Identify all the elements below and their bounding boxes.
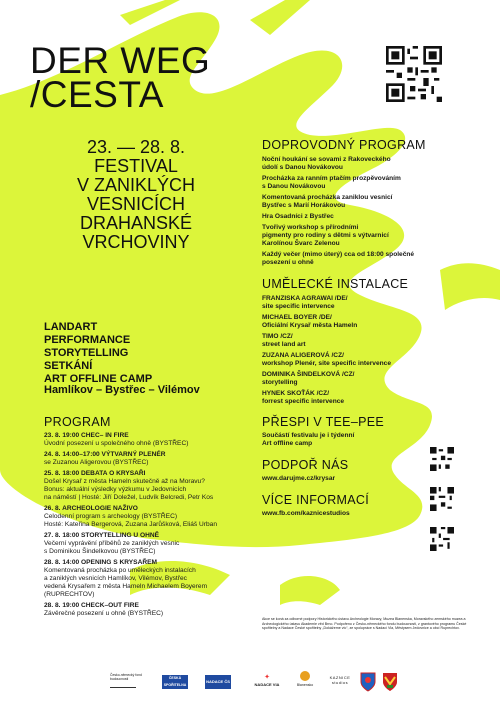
doprovodny-line: Bystřec s Marií Horákovou: [262, 202, 346, 209]
artist-desc: forrest specific intervence: [262, 398, 345, 405]
arts-item: ART OFFLINE CAMP: [44, 373, 153, 385]
instalace-item: [262, 352, 462, 368]
sponsor-logos: [110, 669, 410, 697]
prespi-line: Součástí festivalu je i týdenní: [262, 432, 355, 439]
arts-item: LANDART: [44, 321, 98, 333]
title-line-2: /CESTA: [30, 74, 164, 115]
festival-line: VRCHOVINY: [82, 232, 190, 252]
fund-logo-text: Česko-německý fond budoucnosti: [110, 673, 142, 681]
kaznice-label: KAZNICE studios: [329, 675, 351, 685]
artist-name: HYNEK SKOŤÁK /CZ/: [262, 390, 330, 397]
doprovodny-line: Tvořivý workshop s přírodními: [262, 224, 359, 231]
doprovodny-heading: DOPROVODNÝ PROGRAM: [262, 138, 426, 152]
artist-name: TIMO /CZ/: [262, 333, 293, 340]
artist-desc: Oficiální Krysař města Hameln: [262, 322, 358, 329]
nadace-via-label: NADACE VIA: [254, 682, 280, 687]
doprovodny-line: pigmenty pro rodiny s dětmi s výtvarnicí: [262, 232, 389, 239]
program-item: [44, 532, 259, 556]
coat-of-arms-1-icon: [360, 672, 376, 692]
program-section: [44, 415, 259, 621]
program-heading: PROGRAM: [44, 415, 111, 429]
kaznice-studios-logo: [326, 675, 354, 689]
artist-name: MICHAEL BOYER /DE/: [262, 314, 332, 321]
doprovodny-line: Procházka za ranním ptačím prozpěvováním: [262, 175, 401, 182]
festival-line: FESTIVAL: [94, 156, 178, 176]
title-line-1: DER WEG: [30, 40, 211, 81]
places-line: Hamlíkov – Bystřec – Vilémov: [44, 384, 200, 396]
doprovodny-item: [262, 194, 462, 210]
artist-name: FRANZISKA AGRAWAI /DE/: [262, 295, 348, 302]
artist-name: ZUZANA ALIGEROVÁ /CZ/: [262, 352, 344, 359]
arts-list: [44, 321, 152, 386]
instalace-item: [262, 371, 462, 387]
doprovodny-item: [262, 224, 462, 248]
program-item: [44, 559, 259, 599]
program-item: [44, 432, 259, 448]
fine-print: Akce se koná za odborné podpory Historického ústavu Archeologie Moravy, Muzea Blanenska, Moravského zemského muzea a Archeologického ústavu Akademie věd Brno. Podpořeno z Česko-německého fondu budoucnosti, z grantového programu České spořitelny a Nadace České spořitelny „Dokážeme víc“, ze spolupráce s Nadací Via, Městysem Jedovnice a obcí Ruprechtov.: [262, 617, 467, 631]
program-item-body: a zaniklých vesnicích Hamlíkov, Vilémov, Bystřec: [44, 575, 187, 582]
program-item-body: vedená Krysařem z města Hameln Michaelem Boyerem: [44, 583, 208, 590]
info-heading: VÍCE INFORMACÍ: [262, 493, 369, 507]
blanensko-label: Blanensko: [296, 683, 314, 687]
artist-desc: site specific intervence: [262, 303, 335, 310]
instalace-item: [262, 295, 462, 311]
czech-german-fund-logo: [110, 673, 144, 693]
arts-item: PERFORMANCE: [44, 334, 131, 346]
doprovodny-line: s Danou Novákovou: [262, 183, 326, 190]
prespi-line: Art offline camp: [262, 440, 313, 447]
instalace-item: [262, 390, 462, 406]
program-item-head: 25. 8. 18:00 DEBATA O KRYSAŘI: [44, 470, 146, 477]
doprovodny-line: Noční houkání se sovami z Rakoveckého: [262, 156, 391, 163]
coat-of-arms-2-icon: [382, 672, 398, 692]
prespi-heading: PŘESPI V TEE–PEE: [262, 415, 384, 429]
qr-code-donate[interactable]: [430, 487, 454, 511]
program-item-head: 27. 8. 18:00 STORYTELLING U OHNĚ: [44, 532, 160, 539]
program-item-head: 28. 8. 14:00 OPENING S KRYSAŘEM: [44, 559, 157, 566]
podpor-heading: PODPOŘ NÁS: [262, 458, 349, 472]
program-item-body: Večerní vyprávění příběhů ze zaniklých vesnic: [44, 540, 180, 547]
program-item-body: Komentovaná procházka po uměleckých instalacích: [44, 567, 196, 574]
program-item-head: 28. 8. 19:00 CHECK–OUT FIRE: [44, 602, 139, 609]
program-item: [44, 505, 259, 529]
nadace-cs-logo: [205, 675, 231, 689]
doprovodny-line: údolí s Danou Novákovou: [262, 164, 343, 171]
program-item-body: Závěrečné posezení u ohně (BYSTŘEC): [44, 610, 164, 617]
poster-title: [30, 40, 211, 115]
festival-line: V ZANIKLÝCH: [76, 175, 196, 195]
artist-desc: workshop Plenér, site specific intervence: [262, 360, 391, 367]
instalace-heading: UMĚLECKÉ INSTALACE: [262, 277, 409, 291]
arts-item: SETKÁNÍ: [44, 360, 93, 372]
program-item-body: Došel Krysař z města Hameln skutečně až na Moravu?: [44, 478, 205, 485]
festival-line: VESNICÍCH: [86, 194, 185, 214]
doprovodny-item: [262, 251, 462, 267]
qr-code-info[interactable]: [430, 527, 454, 551]
program-item-body: na náměstí | Hosté: Jiří Doležel, Ludvík Belcredi, Petr Kos: [44, 494, 214, 501]
doprovodny-line: posezení u ohně: [262, 259, 314, 266]
artist-name: DOMINIKA ŠINDELKOVÁ /CZ/: [262, 371, 355, 378]
artist-desc: street land art: [262, 341, 306, 348]
festival-dates: 23. — 28. 8.: [86, 137, 186, 157]
program-item: [44, 602, 259, 618]
ceska-sporitelna-label: ČESKÁ SPOŘITELNA: [163, 676, 187, 687]
doprovodny-line: Komentovaná procházka zaniklou vesnicí: [262, 194, 393, 201]
instalace-item: [262, 333, 462, 349]
info-link[interactable]: www.fb.com/kaznicestudios: [262, 510, 350, 517]
program-item-head: 24. 8. 14:00–17:00 VÝTVARNÝ PLENÉR: [44, 451, 166, 458]
program-item-body: Úvodní posezení u společného ohně (BYSTŘEC): [44, 440, 189, 447]
program-item-body: Hosté: Kateřina Bergerová, Zuzana Jarůšková, Eliáš Urban: [44, 521, 217, 528]
program-item: [44, 470, 259, 502]
program-item-body: (RUPRECHTOV): [44, 591, 95, 598]
artist-desc: storytelling: [262, 379, 298, 386]
doprovodny-item: [262, 156, 462, 172]
instalace-item: [262, 314, 462, 330]
blanensko-logo: [292, 671, 318, 693]
doprovodny-line: Každý večer (mimo úterý) cca od 18:00 společné: [262, 251, 415, 258]
nadace-cs-label: NADACE ČS: [206, 679, 230, 684]
festival-line: DRAHANSKÉ: [79, 213, 193, 233]
doprovodny-line: Hra Osadníci z Bystřec: [262, 213, 334, 220]
ceska-sporitelna-logo: [162, 675, 188, 689]
program-item: [44, 451, 259, 467]
program-item-body: Bonus: aktuální výsledky výzkumu v Jedovnicích: [44, 486, 187, 493]
qr-code-tee-pee[interactable]: [430, 447, 454, 471]
qr-code-large[interactable]: [386, 46, 442, 102]
nadace-via-logo: ✦ NADACE VIA: [250, 673, 284, 691]
podpor-link[interactable]: www.darujme.cz/krysar: [262, 475, 336, 482]
program-item-body: se Zuzanou Aligerovou (BYSTŘEC): [44, 459, 149, 466]
doprovodny-line: Karolínou Švarc Zelenou: [262, 240, 340, 247]
program-item-head: 26. 8. ARCHEOLOGIE NAŽIVO: [44, 505, 138, 512]
arts-item: STORYTELLING: [44, 347, 129, 359]
program-item-body: s Dominikou Šindelkovou (BYSTŘEC): [44, 548, 156, 555]
program-item-head: 23. 8. 19:00 CHEC– IN FIRE: [44, 432, 129, 439]
instalace-list: [262, 295, 462, 406]
program-item-body: Celodenní program s archeology (BYSTŘEC): [44, 513, 178, 520]
festival-headline: [36, 138, 236, 252]
doprovodny-item: [262, 213, 462, 221]
doprovodny-item: [262, 175, 462, 191]
